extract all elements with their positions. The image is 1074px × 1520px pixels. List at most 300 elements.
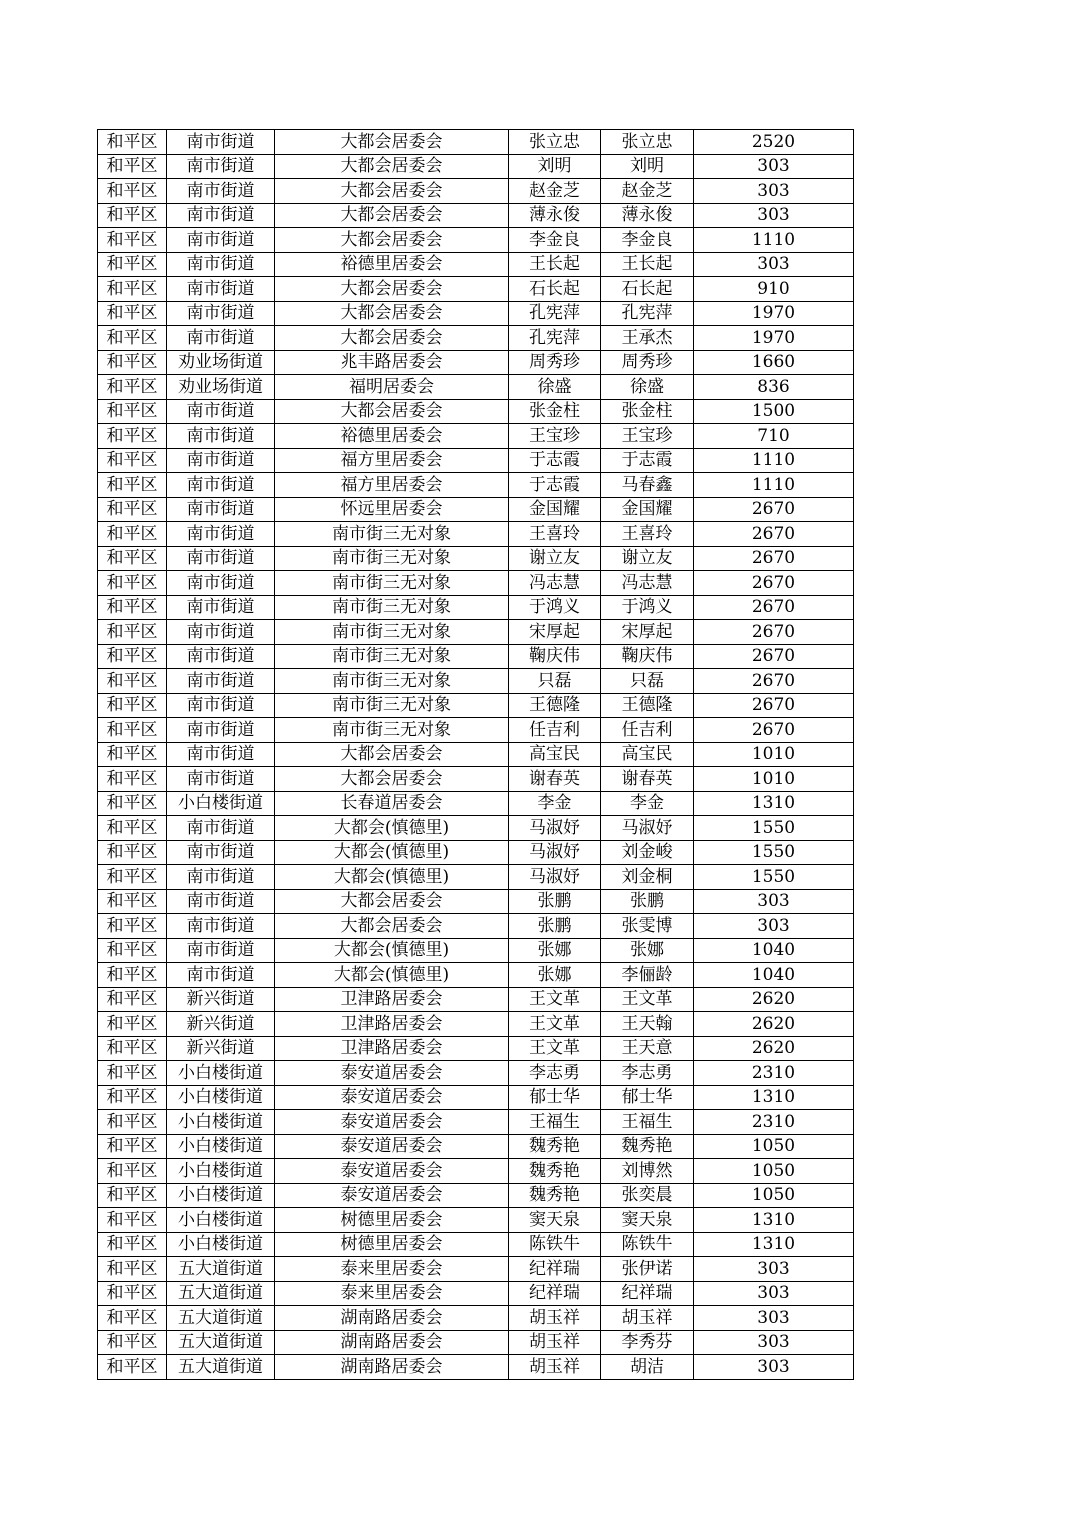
amount-cell: 1050 xyxy=(694,1134,854,1159)
district-cell: 和平区 xyxy=(98,546,167,571)
table-row xyxy=(98,571,854,596)
district-cell: 和平区 xyxy=(98,1306,167,1331)
committee-cell: 泰安道居委会 xyxy=(275,1110,509,1135)
applicant-cell: 魏秀艳 xyxy=(509,1134,601,1159)
committee-cell: 泰安道居委会 xyxy=(275,1183,509,1208)
applicant-cell: 冯志慧 xyxy=(509,571,601,596)
committee-cell: 大都会居委会 xyxy=(275,228,509,253)
table-row xyxy=(98,1355,854,1380)
committee-cell: 大都会居委会 xyxy=(275,203,509,228)
street-cell: 南市街道 xyxy=(167,473,275,498)
street-cell: 小白楼街道 xyxy=(167,1085,275,1110)
applicant-cell: 于志霞 xyxy=(509,448,601,473)
member-cell: 魏秀艳 xyxy=(601,1134,694,1159)
district-cell: 和平区 xyxy=(98,889,167,914)
member-cell: 刘金峻 xyxy=(601,840,694,865)
applicant-cell: 谢春英 xyxy=(509,767,601,792)
committee-cell: 泰来里居委会 xyxy=(275,1281,509,1306)
amount-cell: 1310 xyxy=(694,1085,854,1110)
committee-cell: 树德里居委会 xyxy=(275,1208,509,1233)
street-cell: 南市街道 xyxy=(167,644,275,669)
amount-cell: 2670 xyxy=(694,644,854,669)
committee-cell: 南市街三无对象 xyxy=(275,718,509,743)
amount-cell: 2670 xyxy=(694,718,854,743)
table-row xyxy=(98,399,854,424)
table-row xyxy=(98,1036,854,1061)
street-cell: 南市街道 xyxy=(167,326,275,351)
applicant-cell: 张娜 xyxy=(509,963,601,988)
table-row xyxy=(98,252,854,277)
applicant-cell: 于鸿义 xyxy=(509,595,601,620)
district-cell: 和平区 xyxy=(98,1110,167,1135)
member-cell: 谢立友 xyxy=(601,546,694,571)
applicant-cell: 孔宪萍 xyxy=(509,326,601,351)
member-cell: 王天意 xyxy=(601,1036,694,1061)
street-cell: 南市街道 xyxy=(167,938,275,963)
member-cell: 孔宪萍 xyxy=(601,301,694,326)
amount-cell: 1310 xyxy=(694,791,854,816)
table-row xyxy=(98,497,854,522)
applicant-cell: 张金柱 xyxy=(509,399,601,424)
amount-cell: 1110 xyxy=(694,473,854,498)
district-cell: 和平区 xyxy=(98,1232,167,1257)
table-row xyxy=(98,473,854,498)
committee-cell: 大都会(慎德里) xyxy=(275,816,509,841)
street-cell: 南市街道 xyxy=(167,497,275,522)
district-cell: 和平区 xyxy=(98,816,167,841)
district-cell: 和平区 xyxy=(98,154,167,179)
table-row xyxy=(98,791,854,816)
district-cell: 和平区 xyxy=(98,1257,167,1282)
street-cell: 南市街道 xyxy=(167,718,275,743)
member-cell: 金国耀 xyxy=(601,497,694,522)
street-cell: 五大道街道 xyxy=(167,1330,275,1355)
applicant-cell: 高宝民 xyxy=(509,742,601,767)
member-cell: 胡玉祥 xyxy=(601,1306,694,1331)
amount-cell: 303 xyxy=(694,252,854,277)
amount-cell: 710 xyxy=(694,424,854,449)
amount-cell: 2670 xyxy=(694,497,854,522)
amount-cell: 2670 xyxy=(694,669,854,694)
district-cell: 和平区 xyxy=(98,522,167,547)
applicant-cell: 王文革 xyxy=(509,987,601,1012)
table-row xyxy=(98,889,854,914)
district-cell: 和平区 xyxy=(98,938,167,963)
amount-cell: 2670 xyxy=(694,693,854,718)
table-row xyxy=(98,963,854,988)
member-cell: 刘明 xyxy=(601,154,694,179)
street-cell: 南市街道 xyxy=(167,154,275,179)
table-row xyxy=(98,865,854,890)
member-cell: 赵金芝 xyxy=(601,179,694,204)
applicant-cell: 孔宪萍 xyxy=(509,301,601,326)
table-row xyxy=(98,1183,854,1208)
member-cell: 郁士华 xyxy=(601,1085,694,1110)
applicant-cell: 赵金芝 xyxy=(509,179,601,204)
street-cell: 南市街道 xyxy=(167,963,275,988)
committee-cell: 大都会(慎德里) xyxy=(275,840,509,865)
district-cell: 和平区 xyxy=(98,326,167,351)
district-cell: 和平区 xyxy=(98,1281,167,1306)
street-cell: 小白楼街道 xyxy=(167,1134,275,1159)
amount-cell: 1010 xyxy=(694,767,854,792)
applicant-cell: 纪祥瑞 xyxy=(509,1257,601,1282)
committee-cell: 卫津路居委会 xyxy=(275,1012,509,1037)
committee-cell: 南市街三无对象 xyxy=(275,595,509,620)
applicant-cell: 王长起 xyxy=(509,252,601,277)
district-cell: 和平区 xyxy=(98,963,167,988)
applicant-cell: 马淑妤 xyxy=(509,865,601,890)
district-cell: 和平区 xyxy=(98,399,167,424)
member-cell: 王文革 xyxy=(601,987,694,1012)
member-cell: 冯志慧 xyxy=(601,571,694,596)
applicant-cell: 张立忠 xyxy=(509,130,601,155)
table-row xyxy=(98,179,854,204)
committee-cell: 大都会居委会 xyxy=(275,767,509,792)
member-cell: 李俪龄 xyxy=(601,963,694,988)
amount-cell: 303 xyxy=(694,889,854,914)
district-cell: 和平区 xyxy=(98,1012,167,1037)
street-cell: 南市街道 xyxy=(167,546,275,571)
amount-cell: 910 xyxy=(694,277,854,302)
district-cell: 和平区 xyxy=(98,595,167,620)
member-cell: 鞠庆伟 xyxy=(601,644,694,669)
district-cell: 和平区 xyxy=(98,424,167,449)
district-cell: 和平区 xyxy=(98,1061,167,1086)
amount-cell: 1010 xyxy=(694,742,854,767)
street-cell: 小白楼街道 xyxy=(167,1232,275,1257)
applicant-cell: 窦天泉 xyxy=(509,1208,601,1233)
applicant-cell: 魏秀艳 xyxy=(509,1183,601,1208)
committee-cell: 泰安道居委会 xyxy=(275,1085,509,1110)
table-row xyxy=(98,620,854,645)
applicant-cell: 李金 xyxy=(509,791,601,816)
applicant-cell: 王福生 xyxy=(509,1110,601,1135)
table-row xyxy=(98,816,854,841)
member-cell: 李金良 xyxy=(601,228,694,253)
committee-cell: 大都会居委会 xyxy=(275,277,509,302)
committee-cell: 福方里居委会 xyxy=(275,473,509,498)
amount-cell: 1110 xyxy=(694,448,854,473)
table-row xyxy=(98,644,854,669)
amount-cell: 303 xyxy=(694,1306,854,1331)
table-row xyxy=(98,1257,854,1282)
data-table xyxy=(97,129,854,1380)
member-cell: 宋厚起 xyxy=(601,620,694,645)
district-cell: 和平区 xyxy=(98,693,167,718)
applicant-cell: 徐盛 xyxy=(509,375,601,400)
committee-cell: 大都会居委会 xyxy=(275,326,509,351)
member-cell: 王福生 xyxy=(601,1110,694,1135)
amount-cell: 303 xyxy=(694,154,854,179)
member-cell: 徐盛 xyxy=(601,375,694,400)
table-row xyxy=(98,228,854,253)
applicant-cell: 王文革 xyxy=(509,1036,601,1061)
committee-cell: 湖南路居委会 xyxy=(275,1330,509,1355)
member-cell: 张立忠 xyxy=(601,130,694,155)
member-cell: 石长起 xyxy=(601,277,694,302)
amount-cell: 2620 xyxy=(694,987,854,1012)
street-cell: 劝业场街道 xyxy=(167,375,275,400)
member-cell: 李志勇 xyxy=(601,1061,694,1086)
table-row xyxy=(98,375,854,400)
district-cell: 和平区 xyxy=(98,228,167,253)
applicant-cell: 胡玉祥 xyxy=(509,1306,601,1331)
committee-cell: 大都会居委会 xyxy=(275,889,509,914)
committee-cell: 福明居委会 xyxy=(275,375,509,400)
district-cell: 和平区 xyxy=(98,473,167,498)
member-cell: 刘博然 xyxy=(601,1159,694,1184)
applicant-cell: 张鹏 xyxy=(509,914,601,939)
applicant-cell: 马淑妤 xyxy=(509,840,601,865)
street-cell: 南市街道 xyxy=(167,522,275,547)
member-cell: 胡洁 xyxy=(601,1355,694,1380)
district-cell: 和平区 xyxy=(98,130,167,155)
committee-cell: 兆丰路居委会 xyxy=(275,350,509,375)
street-cell: 南市街道 xyxy=(167,448,275,473)
street-cell: 新兴街道 xyxy=(167,1036,275,1061)
district-cell: 和平区 xyxy=(98,1134,167,1159)
amount-cell: 2670 xyxy=(694,595,854,620)
amount-cell: 303 xyxy=(694,1257,854,1282)
member-cell: 任吉利 xyxy=(601,718,694,743)
street-cell: 五大道街道 xyxy=(167,1306,275,1331)
applicant-cell: 任吉利 xyxy=(509,718,601,743)
committee-cell: 南市街三无对象 xyxy=(275,546,509,571)
member-cell: 张鹏 xyxy=(601,889,694,914)
committee-cell: 南市街三无对象 xyxy=(275,620,509,645)
district-cell: 和平区 xyxy=(98,497,167,522)
amount-cell: 1050 xyxy=(694,1183,854,1208)
street-cell: 新兴街道 xyxy=(167,987,275,1012)
street-cell: 南市街道 xyxy=(167,228,275,253)
street-cell: 五大道街道 xyxy=(167,1355,275,1380)
applicant-cell: 魏秀艳 xyxy=(509,1159,601,1184)
street-cell: 南市街道 xyxy=(167,571,275,596)
applicant-cell: 只磊 xyxy=(509,669,601,694)
district-cell: 和平区 xyxy=(98,1085,167,1110)
table-row xyxy=(98,130,854,155)
committee-cell: 大都会(慎德里) xyxy=(275,865,509,890)
table-row xyxy=(98,1232,854,1257)
district-cell: 和平区 xyxy=(98,1330,167,1355)
amount-cell: 2310 xyxy=(694,1061,854,1086)
committee-cell: 南市街三无对象 xyxy=(275,571,509,596)
table-row xyxy=(98,1085,854,1110)
committee-cell: 怀远里居委会 xyxy=(275,497,509,522)
street-cell: 南市街道 xyxy=(167,424,275,449)
table-row xyxy=(98,1061,854,1086)
amount-cell: 2670 xyxy=(694,620,854,645)
applicant-cell: 谢立友 xyxy=(509,546,601,571)
committee-cell: 卫津路居委会 xyxy=(275,1036,509,1061)
member-cell: 周秀珍 xyxy=(601,350,694,375)
member-cell: 张奕晨 xyxy=(601,1183,694,1208)
applicant-cell: 王宝珍 xyxy=(509,424,601,449)
member-cell: 张娜 xyxy=(601,938,694,963)
committee-cell: 树德里居委会 xyxy=(275,1232,509,1257)
applicant-cell: 李志勇 xyxy=(509,1061,601,1086)
table-row xyxy=(98,742,854,767)
table-row xyxy=(98,203,854,228)
amount-cell: 1050 xyxy=(694,1159,854,1184)
amount-cell: 1550 xyxy=(694,840,854,865)
member-cell: 张伊诺 xyxy=(601,1257,694,1282)
street-cell: 南市街道 xyxy=(167,865,275,890)
street-cell: 南市街道 xyxy=(167,179,275,204)
table-row xyxy=(98,277,854,302)
applicant-cell: 张鹏 xyxy=(509,889,601,914)
street-cell: 南市街道 xyxy=(167,840,275,865)
street-cell: 南市街道 xyxy=(167,816,275,841)
amount-cell: 1550 xyxy=(694,865,854,890)
committee-cell: 南市街三无对象 xyxy=(275,522,509,547)
committee-cell: 南市街三无对象 xyxy=(275,644,509,669)
table-row xyxy=(98,693,854,718)
table-row xyxy=(98,840,854,865)
member-cell: 陈铁牛 xyxy=(601,1232,694,1257)
street-cell: 新兴街道 xyxy=(167,1012,275,1037)
committee-cell: 湖南路居委会 xyxy=(275,1306,509,1331)
table-row xyxy=(98,1134,854,1159)
street-cell: 南市街道 xyxy=(167,203,275,228)
member-cell: 薄永俊 xyxy=(601,203,694,228)
committee-cell: 泰安道居委会 xyxy=(275,1061,509,1086)
table-row xyxy=(98,350,854,375)
amount-cell: 1500 xyxy=(694,399,854,424)
district-cell: 和平区 xyxy=(98,742,167,767)
district-cell: 和平区 xyxy=(98,865,167,890)
street-cell: 小白楼街道 xyxy=(167,1061,275,1086)
table-row xyxy=(98,1281,854,1306)
table-row xyxy=(98,1012,854,1037)
applicant-cell: 郁士华 xyxy=(509,1085,601,1110)
amount-cell: 1970 xyxy=(694,326,854,351)
member-cell: 李金 xyxy=(601,791,694,816)
table-row xyxy=(98,987,854,1012)
committee-cell: 南市街三无对象 xyxy=(275,693,509,718)
committee-cell: 长春道居委会 xyxy=(275,791,509,816)
amount-cell: 303 xyxy=(694,1330,854,1355)
street-cell: 南市街道 xyxy=(167,301,275,326)
member-cell: 高宝民 xyxy=(601,742,694,767)
committee-cell: 裕德里居委会 xyxy=(275,424,509,449)
table-row xyxy=(98,522,854,547)
district-cell: 和平区 xyxy=(98,1355,167,1380)
table-row xyxy=(98,1306,854,1331)
table-row xyxy=(98,154,854,179)
amount-cell: 2670 xyxy=(694,546,854,571)
amount-cell: 1040 xyxy=(694,963,854,988)
table-row xyxy=(98,424,854,449)
member-cell: 王承杰 xyxy=(601,326,694,351)
applicant-cell: 王德隆 xyxy=(509,693,601,718)
table-row xyxy=(98,326,854,351)
committee-cell: 大都会居委会 xyxy=(275,179,509,204)
amount-cell: 1110 xyxy=(694,228,854,253)
applicant-cell: 胡玉祥 xyxy=(509,1355,601,1380)
applicant-cell: 金国耀 xyxy=(509,497,601,522)
table-row xyxy=(98,595,854,620)
district-cell: 和平区 xyxy=(98,301,167,326)
applicant-cell: 李金良 xyxy=(509,228,601,253)
applicant-cell: 周秀珍 xyxy=(509,350,601,375)
committee-cell: 南市街三无对象 xyxy=(275,669,509,694)
district-cell: 和平区 xyxy=(98,203,167,228)
table-row xyxy=(98,1330,854,1355)
district-cell: 和平区 xyxy=(98,252,167,277)
district-cell: 和平区 xyxy=(98,1036,167,1061)
street-cell: 南市街道 xyxy=(167,595,275,620)
street-cell: 南市街道 xyxy=(167,669,275,694)
district-cell: 和平区 xyxy=(98,277,167,302)
table-row xyxy=(98,938,854,963)
street-cell: 小白楼街道 xyxy=(167,1159,275,1184)
street-cell: 小白楼街道 xyxy=(167,1208,275,1233)
amount-cell: 303 xyxy=(694,914,854,939)
district-cell: 和平区 xyxy=(98,767,167,792)
committee-cell: 卫津路居委会 xyxy=(275,987,509,1012)
street-cell: 小白楼街道 xyxy=(167,1110,275,1135)
member-cell: 王天翰 xyxy=(601,1012,694,1037)
committee-cell: 泰安道居委会 xyxy=(275,1159,509,1184)
member-cell: 刘金桐 xyxy=(601,865,694,890)
committee-cell: 裕德里居委会 xyxy=(275,252,509,277)
district-cell: 和平区 xyxy=(98,448,167,473)
street-cell: 五大道街道 xyxy=(167,1257,275,1282)
street-cell: 南市街道 xyxy=(167,399,275,424)
member-cell: 张金柱 xyxy=(601,399,694,424)
street-cell: 小白楼街道 xyxy=(167,791,275,816)
committee-cell: 大都会居委会 xyxy=(275,154,509,179)
street-cell: 南市街道 xyxy=(167,252,275,277)
amount-cell: 2670 xyxy=(694,522,854,547)
street-cell: 五大道街道 xyxy=(167,1281,275,1306)
applicant-cell: 陈铁牛 xyxy=(509,1232,601,1257)
table-row xyxy=(98,1159,854,1184)
table-row xyxy=(98,448,854,473)
committee-cell: 湖南路居委会 xyxy=(275,1355,509,1380)
amount-cell: 303 xyxy=(694,179,854,204)
street-cell: 南市街道 xyxy=(167,889,275,914)
member-cell: 王长起 xyxy=(601,252,694,277)
member-cell: 于志霞 xyxy=(601,448,694,473)
committee-cell: 大都会居委会 xyxy=(275,742,509,767)
street-cell: 南市街道 xyxy=(167,693,275,718)
member-cell: 谢春英 xyxy=(601,767,694,792)
applicant-cell: 宋厚起 xyxy=(509,620,601,645)
applicant-cell: 张娜 xyxy=(509,938,601,963)
amount-cell: 1970 xyxy=(694,301,854,326)
street-cell: 南市街道 xyxy=(167,277,275,302)
amount-cell: 2520 xyxy=(694,130,854,155)
street-cell: 南市街道 xyxy=(167,130,275,155)
district-cell: 和平区 xyxy=(98,620,167,645)
amount-cell: 303 xyxy=(694,1355,854,1380)
committee-cell: 大都会居委会 xyxy=(275,914,509,939)
committee-cell: 大都会居委会 xyxy=(275,130,509,155)
street-cell: 小白楼街道 xyxy=(167,1183,275,1208)
committee-cell: 福方里居委会 xyxy=(275,448,509,473)
street-cell: 劝业场街道 xyxy=(167,350,275,375)
member-cell: 窦天泉 xyxy=(601,1208,694,1233)
applicant-cell: 胡玉祥 xyxy=(509,1330,601,1355)
applicant-cell: 王文革 xyxy=(509,1012,601,1037)
amount-cell: 303 xyxy=(694,1281,854,1306)
district-cell: 和平区 xyxy=(98,375,167,400)
amount-cell: 2310 xyxy=(694,1110,854,1135)
amount-cell: 1550 xyxy=(694,816,854,841)
